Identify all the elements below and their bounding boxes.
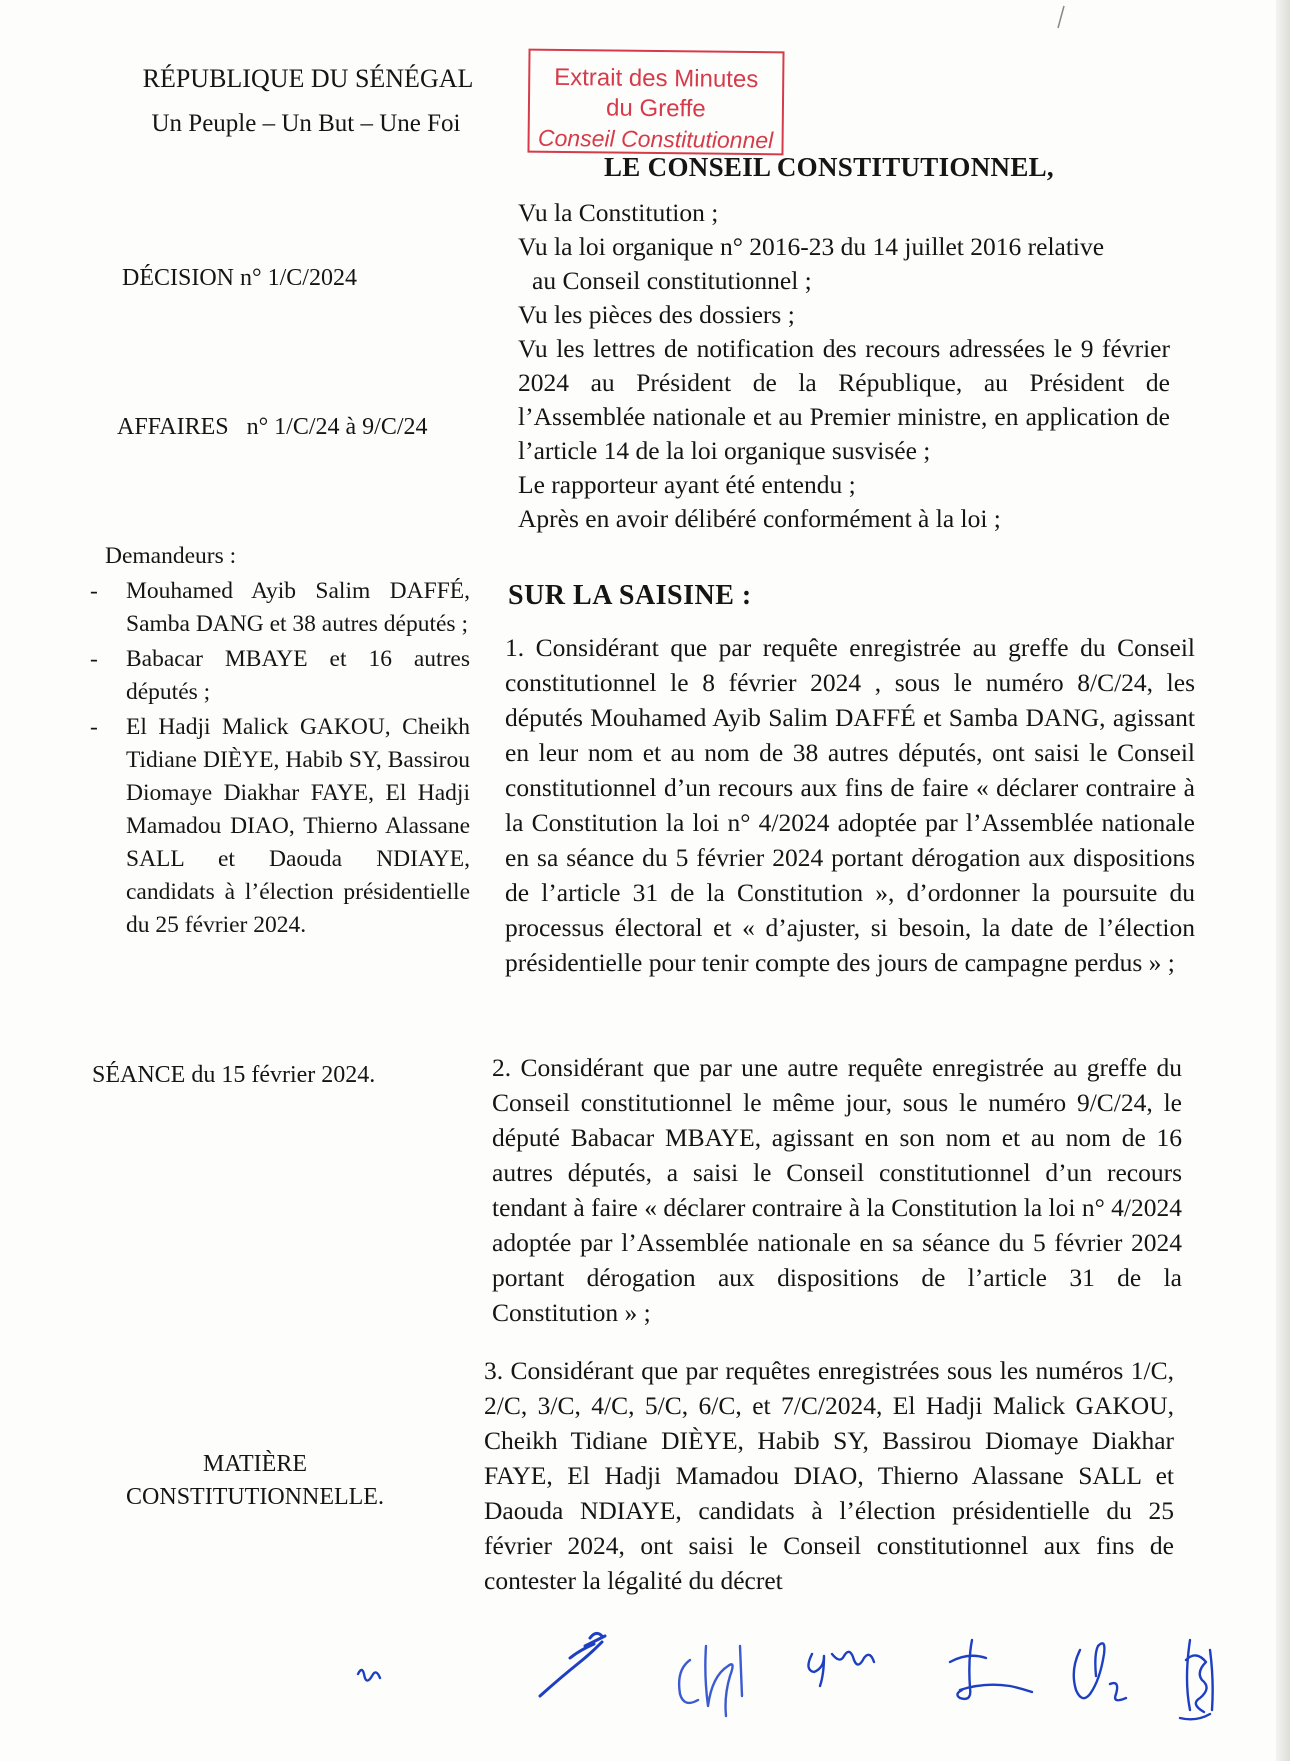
signature-4 xyxy=(808,1652,874,1686)
session-date: SÉANCE du 15 février 2024. xyxy=(92,1062,376,1088)
list-dash: - xyxy=(90,646,98,672)
stamp-line-2: du Greffe xyxy=(605,94,706,123)
subject-line-1: MATIÈRE xyxy=(203,1451,307,1477)
signature-5 xyxy=(950,1640,1032,1699)
subject-matter xyxy=(100,1448,410,1514)
plaintiff-text: Babacar MBAYE et 16 autres députés ; xyxy=(126,646,470,705)
paragraph-3: 3. Considérant que par requêtes enregistrées sous les numéros 1/C, 2/C, 3/C, 4/C, 5/C, 6/C, et 7/C/2024, El Hadji Malick GAKOU, Cheikh Tidiane DIÈYE, Habib SY, Bassirou Diomaye Diakhar FAYE, El Hadji Mamadou DIAO, Thierno Alassane SALL et Daouda NDIAYE, candidats à l’élection présidentielle du 25 février 2024, ont saisi le Conseil constitutionnel aux fins de contester la légalité du décret xyxy=(484,1356,1174,1595)
plaintiffs-list xyxy=(90,575,470,942)
plaintiff-item xyxy=(90,575,470,641)
case-numbers: AFFAIRES n° 1/C/24 à 9/C/24 xyxy=(117,414,428,440)
visas-block xyxy=(518,196,1170,536)
national-motto: Un Peuple – Un But – Une Foi xyxy=(151,110,461,137)
list-dash: - xyxy=(90,714,98,740)
decision-number: DÉCISION n° 1/C/2024 xyxy=(122,265,357,291)
signature-1 xyxy=(358,1670,380,1681)
signature-2 xyxy=(540,1633,605,1696)
council-title: LE CONSEIL CONSTITUTIONNEL, xyxy=(604,152,1054,182)
visa-line: au Conseil constitutionnel ; xyxy=(532,266,812,295)
visa-line: Après en avoir délibéré conformément à la loi ; xyxy=(518,504,1001,533)
plaintiffs-title: Demandeurs : xyxy=(105,543,237,569)
visa-line: Vu les lettres de notification des recours adressées le 9 février 2024 au Président de la République, au Président de l’Assemblée nationale et au Premier ministre, en application de l’article 14 de la loi organique susvisée ; xyxy=(518,334,1170,465)
signatures-row xyxy=(0,1610,1290,1761)
signatures-drawing xyxy=(0,1610,1290,1761)
plaintiff-item xyxy=(90,643,470,709)
plaintiffs-block xyxy=(90,540,470,944)
signature-6 xyxy=(1074,1643,1126,1700)
registry-stamp xyxy=(527,49,784,156)
stamp-line-3: Conseil Constitutionnel xyxy=(537,124,774,154)
paragraph-1: 1. Considérant que par requête enregistrée au greffe du Conseil constitutionnel le 8 février 2024 , sous le numéro 8/C/24, les députés Mouhamed Ayib Salim DAFFÉ et Samba DANG, agissant en leur nom et au nom de 38 autres députés, ont saisi le Conseil constitutionnel d’un recours aux fins de faire « déclarer contraire à la Constitution la loi n° 4/2024 adoptée par l’Assemblée nationale en sa séance du 5 février 2024 portant dérogation aux dispositions de l’article 31 de la Constitution », d’ordonner la poursuite du processus électoral et « d’ajuster, si besoin, la date de l’élection présidentielle pour tenir compte des jours de campagne perdus » ; xyxy=(505,633,1195,977)
country-name: RÉPUBLIQUE DU SÉNÉGAL xyxy=(142,64,474,93)
visa-line: Vu la loi organique n° 2016-23 du 14 juillet 2016 relative xyxy=(518,232,1105,261)
paragraph-2: 2. Considérant que par une autre requête enregistrée au greffe du Conseil constitutionnel le même jour, sous le numéro 9/C/24, le député Babacar MBAYE, agissant en son nom et au nom de 16 autres députés, a saisi le Conseil constitutionnel d’un recours tendant à faire « déclarer contraire à la Constitution la loi n° 4/2024 adoptée par l’Assemblée nationale en sa séance du 5 février 2024 portant dérogation aux dispositions de l’article 31 de la Constitution » ; xyxy=(492,1053,1182,1327)
page-edge xyxy=(1276,0,1290,1761)
plaintiff-item xyxy=(90,711,470,942)
visa-line: Vu les pièces des dossiers ; xyxy=(518,300,795,329)
section-heading: SUR LA SAISINE : xyxy=(508,580,752,611)
visa-line: Vu la Constitution ; xyxy=(518,198,719,227)
pencil-tick-mark xyxy=(1050,4,1070,34)
subject-line-2: CONSTITUTIONNELLE. xyxy=(126,1484,384,1510)
signature-7 xyxy=(1180,1640,1213,1719)
list-dash: - xyxy=(90,578,98,604)
visa-line: Le rapporteur ayant été entendu ; xyxy=(518,470,856,499)
stamp-line-1: Extrait des Minutes xyxy=(554,63,759,94)
plaintiff-text: Mouhamed Ayib Salim DAFFÉ, Samba DANG et 38 autres députés ; xyxy=(126,578,470,637)
signature-3 xyxy=(679,1646,742,1716)
plaintiff-text: El Hadji Malick GAKOU, Cheikh Tidiane DIÈYE, Habib SY, Bassirou Diomaye Diakhar FAYE, El Hadji Mamadou DIAO, Thierno Alassane SALL et Daouda NDIAYE, candidats à l’élection présidentielle du 25 février 2024. xyxy=(126,714,470,938)
